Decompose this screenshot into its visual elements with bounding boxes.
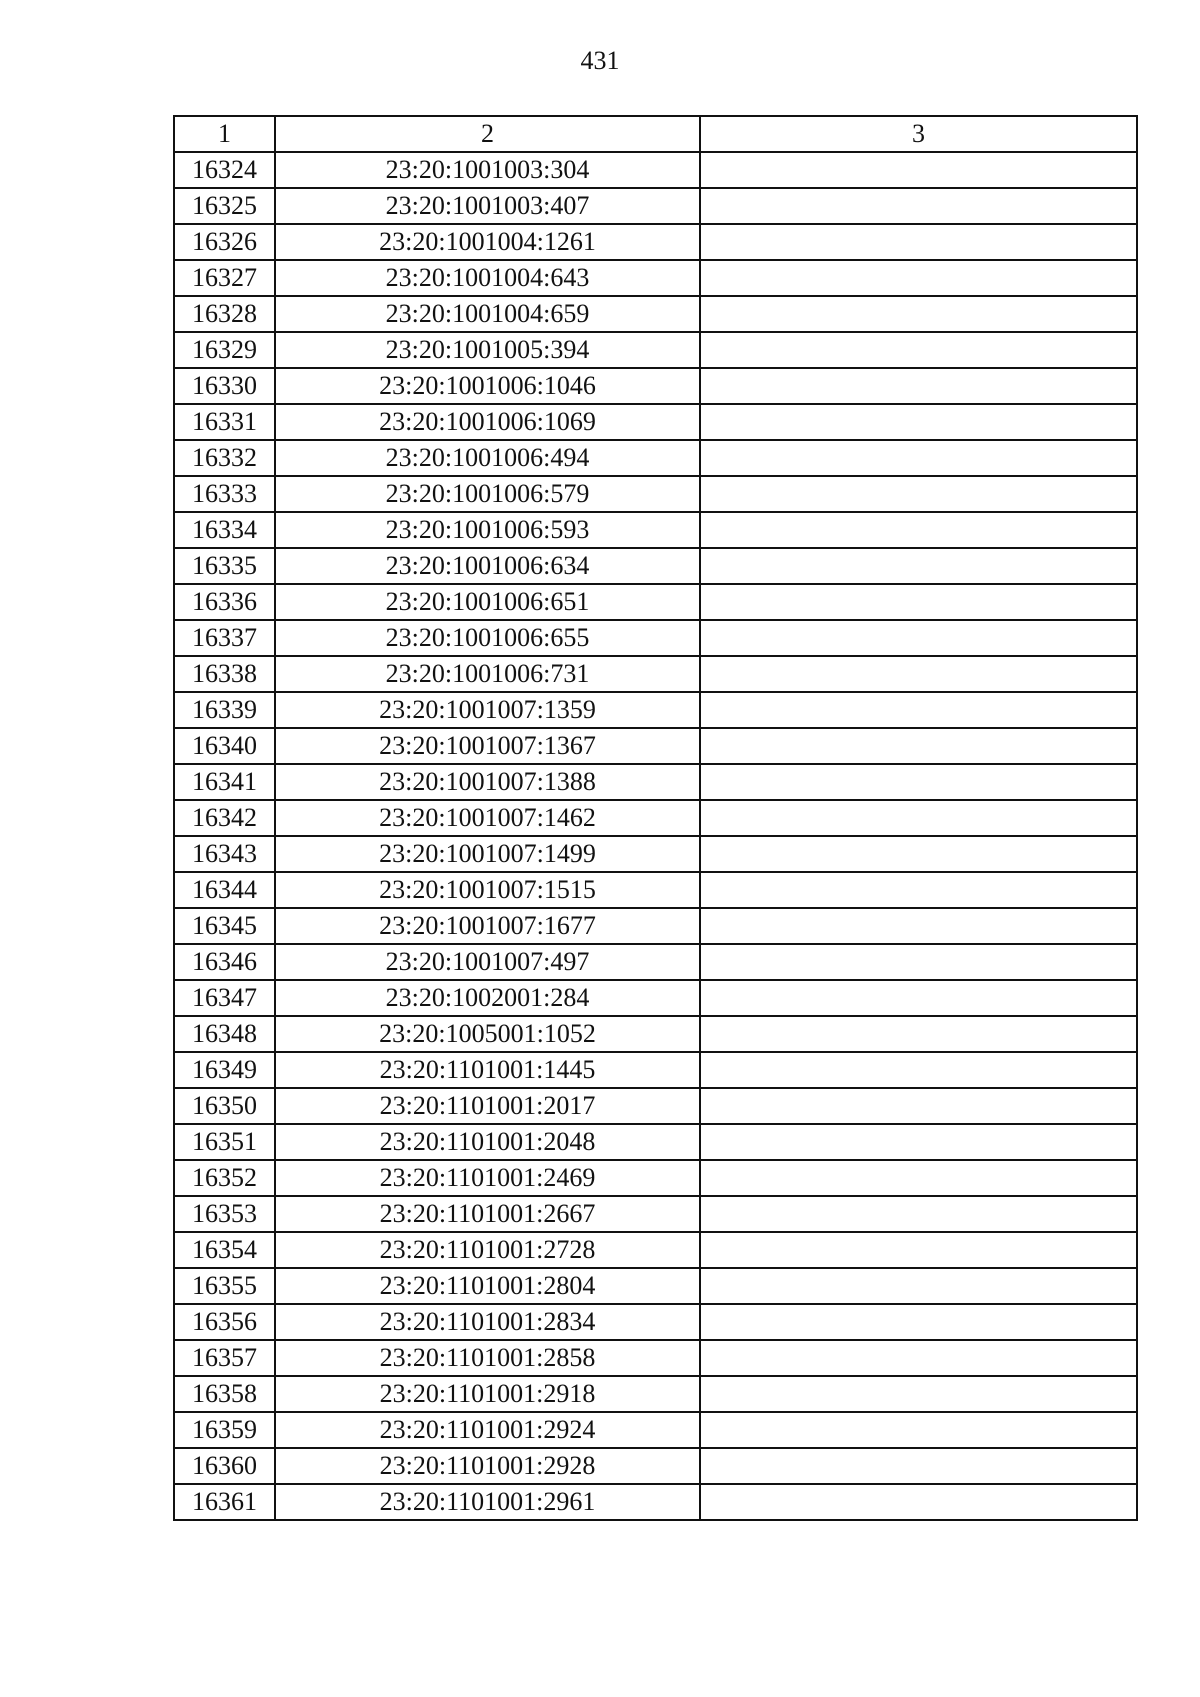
table-body — [174, 152, 1137, 1520]
row-number-cell: 16356 — [174, 1304, 275, 1340]
cadastral-number-cell: 23:20:1101001:2804 — [275, 1268, 700, 1304]
note-cell — [700, 908, 1137, 944]
cadastral-number-cell: 23:20:1001004:643 — [275, 260, 700, 296]
table-row — [174, 1052, 1137, 1088]
table-row — [174, 1304, 1137, 1340]
note-cell — [700, 1124, 1137, 1160]
cadastral-number-cell: 23:20:1001003:407 — [275, 188, 700, 224]
column-header-1: 1 — [174, 116, 275, 152]
cadastral-number-cell: 23:20:1001006:651 — [275, 584, 700, 620]
note-cell — [700, 1232, 1137, 1268]
cadastral-number-cell: 23:20:1001006:494 — [275, 440, 700, 476]
table-row — [174, 152, 1137, 188]
table-row — [174, 1232, 1137, 1268]
cadastral-number-cell: 23:20:1101001:2728 — [275, 1232, 700, 1268]
cadastral-number-cell: 23:20:1001007:1367 — [275, 728, 700, 764]
row-number-cell: 16340 — [174, 728, 275, 764]
row-number-cell: 16358 — [174, 1376, 275, 1412]
row-number-cell: 16359 — [174, 1412, 275, 1448]
cadastral-number-cell: 23:20:1101001:2667 — [275, 1196, 700, 1232]
note-cell — [700, 1160, 1137, 1196]
note-cell — [700, 296, 1137, 332]
row-number-cell: 16348 — [174, 1016, 275, 1052]
table-row — [174, 728, 1137, 764]
table-row — [174, 980, 1137, 1016]
note-cell — [700, 1340, 1137, 1376]
cadastral-number-cell: 23:20:1101001:2048 — [275, 1124, 700, 1160]
cadastral-number-cell: 23:20:1001006:593 — [275, 512, 700, 548]
row-number-cell: 16327 — [174, 260, 275, 296]
table-row — [174, 692, 1137, 728]
table-row — [174, 584, 1137, 620]
table-row — [174, 944, 1137, 980]
table-row — [174, 260, 1137, 296]
note-cell — [700, 1196, 1137, 1232]
cadastral-number-cell: 23:20:1001007:1462 — [275, 800, 700, 836]
note-cell — [700, 980, 1137, 1016]
table-row — [174, 476, 1137, 512]
cadastral-number-cell: 23:20:1001006:1046 — [275, 368, 700, 404]
table-row — [174, 296, 1137, 332]
cadastral-number-cell: 23:20:1001004:659 — [275, 296, 700, 332]
row-number-cell: 16360 — [174, 1448, 275, 1484]
note-cell — [700, 260, 1137, 296]
registry-table — [173, 115, 1138, 1521]
note-cell — [700, 656, 1137, 692]
row-number-cell: 16343 — [174, 836, 275, 872]
note-cell — [700, 872, 1137, 908]
row-number-cell: 16326 — [174, 224, 275, 260]
table-row — [174, 1412, 1137, 1448]
cadastral-number-cell: 23:20:1101001:2834 — [275, 1304, 700, 1340]
note-cell — [700, 1484, 1137, 1520]
note-cell — [700, 332, 1137, 368]
note-cell — [700, 584, 1137, 620]
cadastral-number-cell: 23:20:1005001:1052 — [275, 1016, 700, 1052]
table-row — [174, 800, 1137, 836]
table-row — [174, 1160, 1137, 1196]
note-cell — [700, 440, 1137, 476]
cadastral-number-cell: 23:20:1101001:2928 — [275, 1448, 700, 1484]
note-cell — [700, 692, 1137, 728]
cadastral-number-cell: 23:20:1101001:2469 — [275, 1160, 700, 1196]
row-number-cell: 16338 — [174, 656, 275, 692]
row-number-cell: 16347 — [174, 980, 275, 1016]
table-row — [174, 620, 1137, 656]
row-number-cell: 16337 — [174, 620, 275, 656]
cadastral-number-cell: 23:20:1001007:1499 — [275, 836, 700, 872]
note-cell — [700, 152, 1137, 188]
note-cell — [700, 512, 1137, 548]
row-number-cell: 16350 — [174, 1088, 275, 1124]
row-number-cell: 16349 — [174, 1052, 275, 1088]
note-cell — [700, 800, 1137, 836]
row-number-cell: 16344 — [174, 872, 275, 908]
table-row — [174, 764, 1137, 800]
table-row — [174, 1196, 1137, 1232]
note-cell — [700, 1376, 1137, 1412]
note-cell — [700, 728, 1137, 764]
note-cell — [700, 224, 1137, 260]
note-cell — [700, 1268, 1137, 1304]
note-cell — [700, 476, 1137, 512]
cadastral-number-cell: 23:20:1001007:497 — [275, 944, 700, 980]
table-row — [174, 1268, 1137, 1304]
note-cell — [700, 1016, 1137, 1052]
cadastral-number-cell: 23:20:1001007:1677 — [275, 908, 700, 944]
table-row — [174, 1088, 1137, 1124]
table-row — [174, 1340, 1137, 1376]
row-number-cell: 16330 — [174, 368, 275, 404]
row-number-cell: 16339 — [174, 692, 275, 728]
cadastral-number-cell: 23:20:1001007:1359 — [275, 692, 700, 728]
table-row — [174, 224, 1137, 260]
row-number-cell: 16329 — [174, 332, 275, 368]
table-row — [174, 188, 1137, 224]
cadastral-number-cell: 23:20:1001005:394 — [275, 332, 700, 368]
row-number-cell: 16342 — [174, 800, 275, 836]
row-number-cell: 16341 — [174, 764, 275, 800]
row-number-cell: 16324 — [174, 152, 275, 188]
cadastral-number-cell: 23:20:1001003:304 — [275, 152, 700, 188]
table-row — [174, 1484, 1137, 1520]
cadastral-number-cell: 23:20:1002001:284 — [275, 980, 700, 1016]
table-row — [174, 512, 1137, 548]
row-number-cell: 16345 — [174, 908, 275, 944]
table-row — [174, 908, 1137, 944]
row-number-cell: 16361 — [174, 1484, 275, 1520]
cadastral-number-cell: 23:20:1001006:731 — [275, 656, 700, 692]
table-row — [174, 656, 1137, 692]
table-row — [174, 872, 1137, 908]
table-row — [174, 440, 1137, 476]
note-cell — [700, 620, 1137, 656]
row-number-cell: 16333 — [174, 476, 275, 512]
table-row — [174, 1448, 1137, 1484]
table-row — [174, 1016, 1137, 1052]
table-row — [174, 1376, 1137, 1412]
cadastral-number-cell: 23:20:1001006:1069 — [275, 404, 700, 440]
table-header-row — [174, 116, 1137, 152]
row-number-cell: 16352 — [174, 1160, 275, 1196]
row-number-cell: 16346 — [174, 944, 275, 980]
page-number: 431 — [580, 46, 620, 75]
note-cell — [700, 368, 1137, 404]
note-cell — [700, 188, 1137, 224]
cadastral-number-cell: 23:20:1101001:2924 — [275, 1412, 700, 1448]
column-header-2: 2 — [275, 116, 700, 152]
row-number-cell: 16335 — [174, 548, 275, 584]
cadastral-number-cell: 23:20:1101001:2858 — [275, 1340, 700, 1376]
row-number-cell: 16336 — [174, 584, 275, 620]
table-row — [174, 836, 1137, 872]
table-row — [174, 548, 1137, 584]
row-number-cell: 16332 — [174, 440, 275, 476]
row-number-cell: 16354 — [174, 1232, 275, 1268]
row-number-cell: 16334 — [174, 512, 275, 548]
table-row — [174, 368, 1137, 404]
table-row — [174, 332, 1137, 368]
cadastral-number-cell: 23:20:1001007:1515 — [275, 872, 700, 908]
cadastral-number-cell: 23:20:1001006:579 — [275, 476, 700, 512]
cadastral-number-cell: 23:20:1001006:634 — [275, 548, 700, 584]
row-number-cell: 16351 — [174, 1124, 275, 1160]
cadastral-number-cell: 23:20:1101001:2961 — [275, 1484, 700, 1520]
note-cell — [700, 1304, 1137, 1340]
note-cell — [700, 404, 1137, 440]
cadastral-number-cell: 23:20:1101001:1445 — [275, 1052, 700, 1088]
cadastral-number-cell: 23:20:1001004:1261 — [275, 224, 700, 260]
cadastral-number-cell: 23:20:1001007:1388 — [275, 764, 700, 800]
table-row — [174, 404, 1137, 440]
cadastral-number-cell: 23:20:1001006:655 — [275, 620, 700, 656]
note-cell — [700, 548, 1137, 584]
note-cell — [700, 1052, 1137, 1088]
row-number-cell: 16325 — [174, 188, 275, 224]
cadastral-number-cell: 23:20:1101001:2918 — [275, 1376, 700, 1412]
note-cell — [700, 944, 1137, 980]
note-cell — [700, 764, 1137, 800]
row-number-cell: 16331 — [174, 404, 275, 440]
note-cell — [700, 1088, 1137, 1124]
note-cell — [700, 1448, 1137, 1484]
row-number-cell: 16355 — [174, 1268, 275, 1304]
column-header-3: 3 — [700, 116, 1137, 152]
table-row — [174, 1124, 1137, 1160]
note-cell — [700, 1412, 1137, 1448]
row-number-cell: 16328 — [174, 296, 275, 332]
note-cell — [700, 836, 1137, 872]
cadastral-number-cell: 23:20:1101001:2017 — [275, 1088, 700, 1124]
row-number-cell: 16353 — [174, 1196, 275, 1232]
row-number-cell: 16357 — [174, 1340, 275, 1376]
